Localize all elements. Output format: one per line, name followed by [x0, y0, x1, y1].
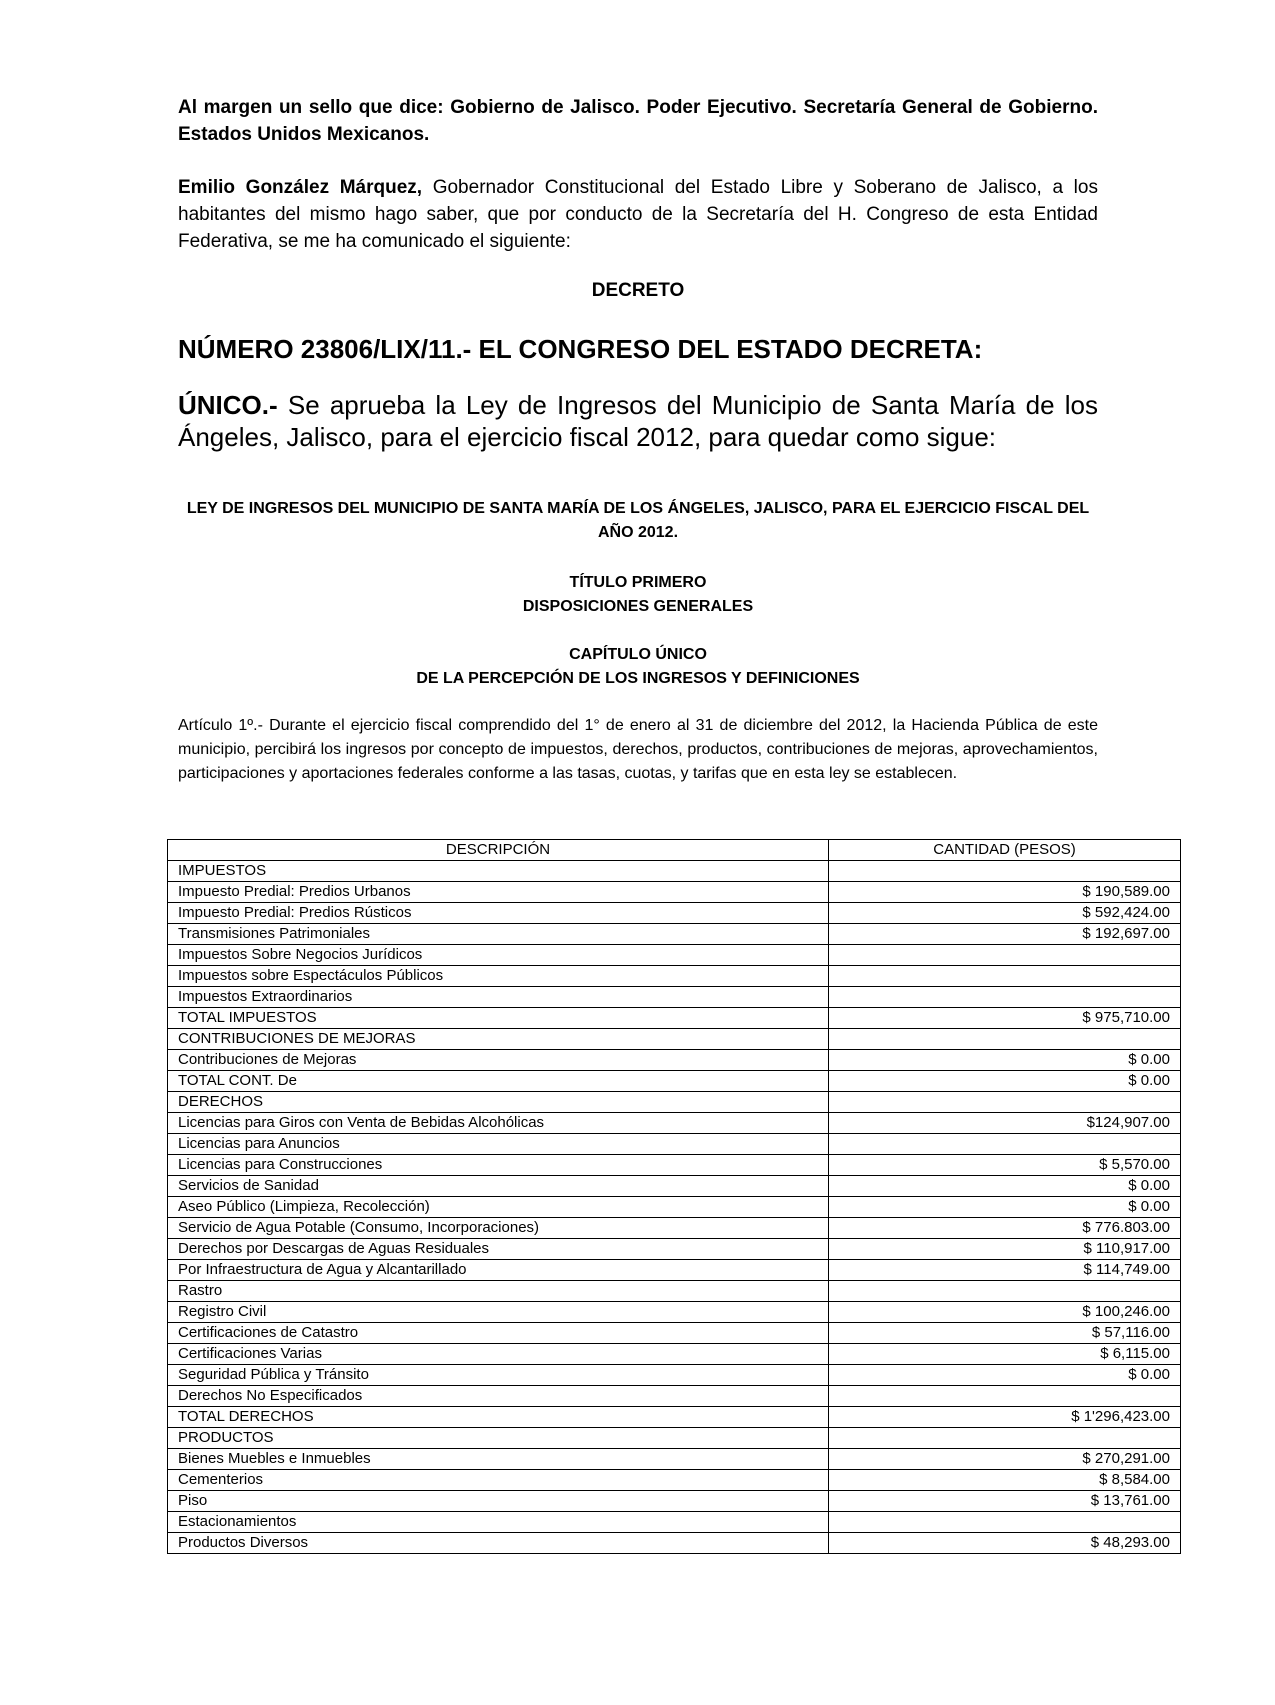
- row-description: Impuestos sobre Espectáculos Públicos: [168, 966, 829, 987]
- table-row: [168, 1428, 1181, 1449]
- row-amount: [829, 1029, 1181, 1050]
- row-amount: $ 100,246.00: [829, 1302, 1181, 1323]
- row-description: Servicio de Agua Potable (Consumo, Incorporaciones): [168, 1218, 829, 1239]
- table-row: [168, 1134, 1181, 1155]
- table-row: [168, 1260, 1181, 1281]
- row-amount: $ 592,424.00: [829, 903, 1181, 924]
- row-description: Piso: [168, 1491, 829, 1512]
- row-amount: $ 1'296,423.00: [829, 1407, 1181, 1428]
- table-row: [168, 1344, 1181, 1365]
- table-row: [168, 1008, 1181, 1029]
- row-description: TOTAL IMPUESTOS: [168, 1008, 829, 1029]
- table-row: [168, 1218, 1181, 1239]
- capitulo-line-1: CAPÍTULO ÚNICO: [569, 646, 707, 663]
- table-row: [168, 1155, 1181, 1176]
- row-amount: [829, 1512, 1181, 1533]
- titulo-heading: [178, 571, 1098, 619]
- titulo-line-1: TÍTULO PRIMERO: [569, 574, 707, 591]
- table-row: [168, 861, 1181, 882]
- table-row: [168, 924, 1181, 945]
- row-amount: [829, 1281, 1181, 1302]
- table-row: [168, 1449, 1181, 1470]
- row-description: IMPUESTOS: [168, 861, 829, 882]
- row-description: Productos Diversos: [168, 1533, 829, 1554]
- row-description: TOTAL DERECHOS: [168, 1407, 829, 1428]
- table-row: [168, 1512, 1181, 1533]
- row-amount: [829, 1134, 1181, 1155]
- row-description: PRODUCTOS: [168, 1428, 829, 1449]
- row-amount: $ 13,761.00: [829, 1491, 1181, 1512]
- row-description: Cementerios: [168, 1470, 829, 1491]
- table-row: [168, 1113, 1181, 1134]
- row-description: Por Infraestructura de Agua y Alcantarillado: [168, 1260, 829, 1281]
- row-description: Bienes Muebles e Inmuebles: [168, 1449, 829, 1470]
- intro-text: Gobernador Constitucional del Estado Libre y Soberano de Jalisco, a los habitantes del mismo hago saber, que por conducto de la Secretaría del H. Congreso de esta Entidad Federativa, se me ha comunicado el siguiente:: [178, 177, 1098, 252]
- row-amount: [829, 1092, 1181, 1113]
- table-body: [168, 861, 1181, 1554]
- row-description: TOTAL CONT. De: [168, 1071, 829, 1092]
- table-row: [168, 1050, 1181, 1071]
- row-description: Impuestos Extraordinarios: [168, 987, 829, 1008]
- row-amount: [829, 945, 1181, 966]
- row-amount: $ 0.00: [829, 1197, 1181, 1218]
- row-description: Licencias para Anuncios: [168, 1134, 829, 1155]
- row-description: Certificaciones de Catastro: [168, 1323, 829, 1344]
- column-header-amount: CANTIDAD (PESOS): [829, 840, 1181, 861]
- row-description: Impuesto Predial: Predios Rústicos: [168, 903, 829, 924]
- row-amount: $ 48,293.00: [829, 1533, 1181, 1554]
- table-row: [168, 966, 1181, 987]
- table-row: [168, 1029, 1181, 1050]
- row-amount: $ 0.00: [829, 1176, 1181, 1197]
- table-row: [168, 882, 1181, 903]
- row-description: Derechos por Descargas de Aguas Residuales: [168, 1239, 829, 1260]
- row-description: Rastro: [168, 1281, 829, 1302]
- table-row: [168, 1386, 1181, 1407]
- row-amount: $ 0.00: [829, 1365, 1181, 1386]
- row-description: Servicios de Sanidad: [168, 1176, 829, 1197]
- row-amount: [829, 966, 1181, 987]
- table-row: [168, 903, 1181, 924]
- table-row: [168, 1533, 1181, 1554]
- decreto-heading: DECRETO: [591, 280, 685, 301]
- table-row: [168, 1176, 1181, 1197]
- row-amount: $ 110,917.00: [829, 1239, 1181, 1260]
- row-amount: [829, 1428, 1181, 1449]
- table-header-row: [168, 840, 1181, 861]
- row-description: CONTRIBUCIONES DE MEJORAS: [168, 1029, 829, 1050]
- row-amount: [829, 1386, 1181, 1407]
- row-amount: $ 776.803.00: [829, 1218, 1181, 1239]
- governor-name: Emilio González Márquez,: [178, 177, 423, 198]
- row-description: Aseo Público (Limpieza, Recolección): [168, 1197, 829, 1218]
- table-row: [168, 1302, 1181, 1323]
- row-amount: [829, 987, 1181, 1008]
- row-description: Seguridad Pública y Tránsito: [168, 1365, 829, 1386]
- column-header-description: DESCRIPCIÓN: [168, 840, 829, 861]
- row-amount: $ 190,589.00: [829, 882, 1181, 903]
- row-description: DERECHOS: [168, 1092, 829, 1113]
- row-amount: $ 8,584.00: [829, 1470, 1181, 1491]
- unico-paragraph: [178, 389, 1098, 453]
- table-row: [168, 1323, 1181, 1344]
- row-amount: $124,907.00: [829, 1113, 1181, 1134]
- table-row: [168, 945, 1181, 966]
- row-amount: $ 0.00: [829, 1050, 1181, 1071]
- table-row: [168, 1071, 1181, 1092]
- row-description: Certificaciones Varias: [168, 1344, 829, 1365]
- row-description: Licencias para Giros con Venta de Bebidas Alcohólicas: [168, 1113, 829, 1134]
- table-row: [168, 1470, 1181, 1491]
- capitulo-line-2: DE LA PERCEPCIÓN DE LOS INGRESOS Y DEFINICIONES: [416, 670, 860, 687]
- margin-note: Al margen un sello que dice: Gobierno de Jalisco. Poder Ejecutivo. Secretaría General de Gobierno. Estados Unidos Mexicanos.: [178, 97, 1098, 145]
- row-amount: [829, 861, 1181, 882]
- table-row: [168, 1197, 1181, 1218]
- row-description: Estacionamientos: [168, 1512, 829, 1533]
- titulo-line-2: DISPOSICIONES GENERALES: [522, 598, 754, 615]
- capitulo-heading: [178, 643, 1098, 691]
- row-amount: $ 57,116.00: [829, 1323, 1181, 1344]
- table-row: [168, 1239, 1181, 1260]
- row-amount: $ 975,710.00: [829, 1008, 1181, 1029]
- unico-text: Se aprueba la Ley de Ingresos del Municipio de Santa María de los Ángeles, Jalisco, para el ejercicio fiscal 2012, para quedar como sigue:: [178, 390, 1098, 452]
- row-description: Registro Civil: [168, 1302, 829, 1323]
- table-row: [168, 987, 1181, 1008]
- row-amount: $ 6,115.00: [829, 1344, 1181, 1365]
- row-description: Impuesto Predial: Predios Urbanos: [168, 882, 829, 903]
- article-1: Artículo 1º.- Durante el ejercicio fiscal comprendido del 1° de enero al 31 de diciembre del 2012, la Hacienda Pública de este municipio, percibirá los ingresos por concepto de impuestos, derechos, productos, contribuciones de mejoras, aprovechamientos, participaciones y aportaciones federales conforme a las tasas, cuotas, y tarifas que en esta ley se establecen.: [178, 717, 1098, 782]
- unico-label: ÚNICO.-: [178, 390, 278, 420]
- decree-number-heading: NÚMERO 23806/LIX/11.- EL CONGRESO DEL ESTADO DECRETA:: [178, 334, 983, 364]
- income-table: [167, 839, 1181, 1554]
- row-description: Licencias para Construcciones: [168, 1155, 829, 1176]
- table-row: [168, 1365, 1181, 1386]
- row-amount: $ 5,570.00: [829, 1155, 1181, 1176]
- row-amount: $ 270,291.00: [829, 1449, 1181, 1470]
- table-row: [168, 1491, 1181, 1512]
- row-description: Transmisiones Patrimoniales: [168, 924, 829, 945]
- row-description: Derechos No Especificados: [168, 1386, 829, 1407]
- table-row: [168, 1092, 1181, 1113]
- row-description: Impuestos Sobre Negocios Jurídicos: [168, 945, 829, 966]
- intro-paragraph: [178, 174, 1098, 255]
- table-row: [168, 1407, 1181, 1428]
- table-row: [168, 1281, 1181, 1302]
- row-amount: $ 192,697.00: [829, 924, 1181, 945]
- row-amount: $ 114,749.00: [829, 1260, 1181, 1281]
- row-amount: $ 0.00: [829, 1071, 1181, 1092]
- row-description: Contribuciones de Mejoras: [168, 1050, 829, 1071]
- law-title: LEY DE INGRESOS DEL MUNICIPIO DE SANTA MARÍA DE LOS ÁNGELES, JALISCO, PARA EL EJERCICIO FISCAL DEL AÑO 2012.: [186, 500, 1090, 541]
